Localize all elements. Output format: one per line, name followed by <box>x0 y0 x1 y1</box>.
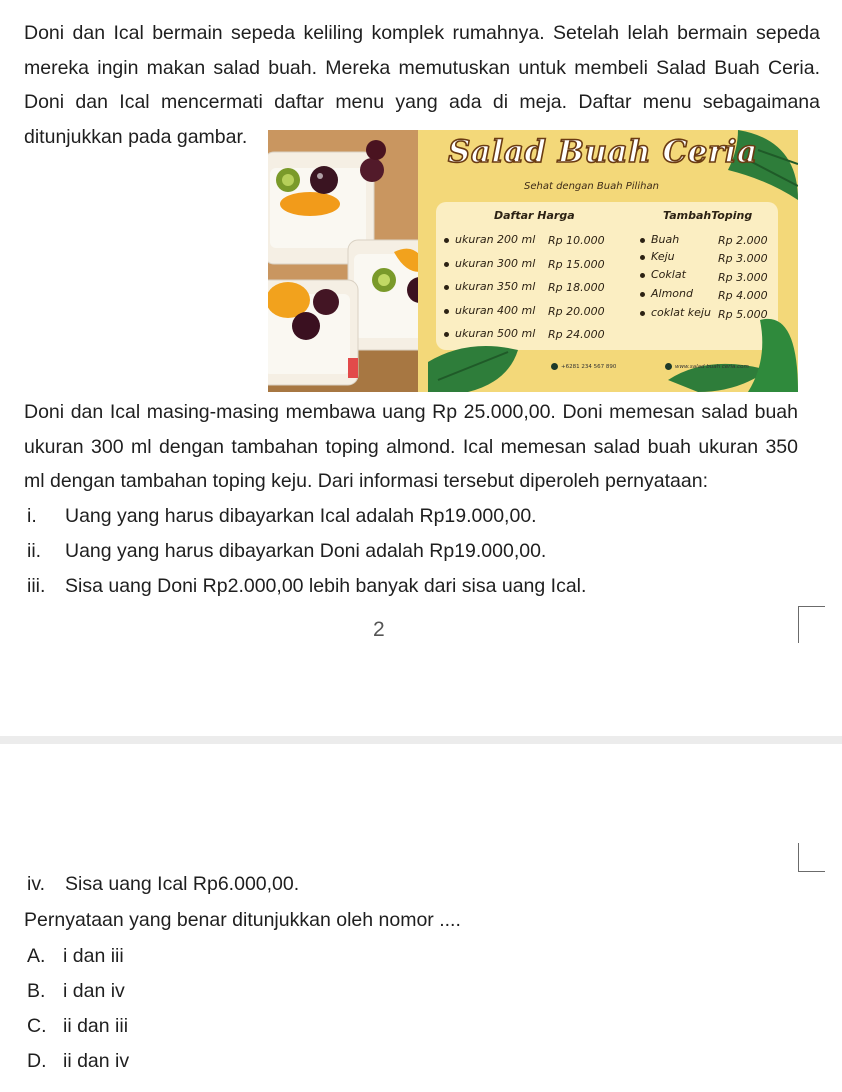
option-label: D. <box>27 1050 47 1072</box>
option-label: C. <box>27 1015 47 1037</box>
size-name: ukuran 500 ml <box>455 327 536 340</box>
phone-icon <box>551 363 558 370</box>
statement-item <box>27 575 586 598</box>
statement-text: Sisa uang Doni Rp2.000,00 lebih banyak dari sisa uang Ical. <box>65 575 587 597</box>
size-name: ukuran 300 ml <box>455 257 536 270</box>
topping-price: Rp 3.000 <box>718 252 768 265</box>
topping-item <box>640 250 675 263</box>
topping-header: TambahToping <box>663 209 753 222</box>
page-corner-mark <box>798 606 825 643</box>
page-corner-mark <box>798 843 825 872</box>
size-name: ukuran 400 ml <box>455 304 536 317</box>
statement-item <box>27 505 537 528</box>
option-text: i dan iv <box>63 980 125 1002</box>
size-price: Rp 15.000 <box>548 258 605 271</box>
statement-text: Uang yang harus dibayarkan Doni adalah Rp19.000,00. <box>65 540 547 562</box>
size-name: ukuran 350 ml <box>455 280 536 293</box>
option-text: i dan iii <box>63 945 124 967</box>
topping-item <box>640 268 686 281</box>
topping-price: Rp 5.000 <box>718 308 768 321</box>
topping-name: Coklat <box>651 268 686 281</box>
size-price: Rp 24.000 <box>548 328 605 341</box>
topping-name: Almond <box>651 287 693 300</box>
topping-price: Rp 4.000 <box>718 289 768 302</box>
price-header: Daftar Harga <box>494 209 575 222</box>
size-item <box>444 327 535 340</box>
menu-phone <box>551 363 616 370</box>
statement-number: iii. <box>27 575 46 597</box>
topping-price: Rp 2.000 <box>718 234 768 247</box>
topping-item <box>640 233 679 246</box>
option-b[interactable] <box>27 980 125 1003</box>
menu-subtitle: Sehat dengan Buah Pilihan <box>524 181 659 192</box>
option-d[interactable] <box>27 1050 129 1073</box>
size-price: Rp 10.000 <box>548 234 605 247</box>
option-label: A. <box>27 945 46 967</box>
phone-number: +6281 234 567 890 <box>561 364 617 370</box>
menu-image <box>268 130 798 392</box>
option-label: B. <box>27 980 46 1002</box>
statement-number: i. <box>27 505 37 527</box>
topping-item <box>640 306 711 319</box>
topping-price: Rp 3.000 <box>718 271 768 284</box>
website-url: www.salad buah ceria.com <box>675 364 749 370</box>
page-number: 2 <box>373 618 385 641</box>
topping-name: Keju <box>651 250 675 263</box>
statement-item <box>27 873 299 896</box>
globe-icon <box>665 363 672 370</box>
option-text: ii dan iv <box>63 1050 130 1072</box>
size-price: Rp 20.000 <box>548 305 605 318</box>
statement-item <box>27 540 546 563</box>
option-a[interactable] <box>27 945 124 968</box>
question-text: Pernyataan yang benar ditunjukkan oleh nomor .... <box>24 909 461 931</box>
statement-text: Uang yang harus dibayarkan Ical adalah Rp19.000,00. <box>65 505 537 527</box>
size-item <box>444 304 535 317</box>
topping-name: Buah <box>651 233 680 246</box>
story-paragraph: Doni dan Ical masing-masing membawa uang Rp 25.000,00. Doni memesan salad buah ukuran 300 ml dengan tambahan toping almond. Ical memesan salad buah ukuran 350 ml dengan tambahan toping keju. Dari informasi tersebut diperoleh pernyataan: <box>24 401 798 492</box>
size-item <box>444 257 535 270</box>
statement-number: iv. <box>27 873 46 895</box>
statement-text: Sisa uang Ical Rp6.000,00. <box>65 873 300 895</box>
intro-paragraph: Doni dan Ical bermain sepeda keliling komplek rumahnya. Setelah lelah bermain sepeda mereka ingin makan salad buah. Mereka memutuskan untuk membeli Salad Buah Ceria. Doni dan Ical mencermati daftar menu yang ada di meja. Daftar menu sebagaimana ditunjukkan pada gambar. <box>24 22 820 148</box>
topping-name: coklat keju <box>651 306 711 319</box>
menu-website <box>665 363 749 370</box>
size-name: ukuran 200 ml <box>455 233 536 246</box>
option-text: ii dan iii <box>63 1015 129 1037</box>
topping-item <box>640 287 693 300</box>
page-break-divider <box>0 736 842 744</box>
size-item <box>444 233 535 246</box>
size-price: Rp 18.000 <box>548 281 605 294</box>
menu-title: Salad Buah Ceria <box>448 134 758 170</box>
statement-number: ii. <box>27 540 42 562</box>
option-c[interactable] <box>27 1015 128 1038</box>
size-item <box>444 280 535 293</box>
